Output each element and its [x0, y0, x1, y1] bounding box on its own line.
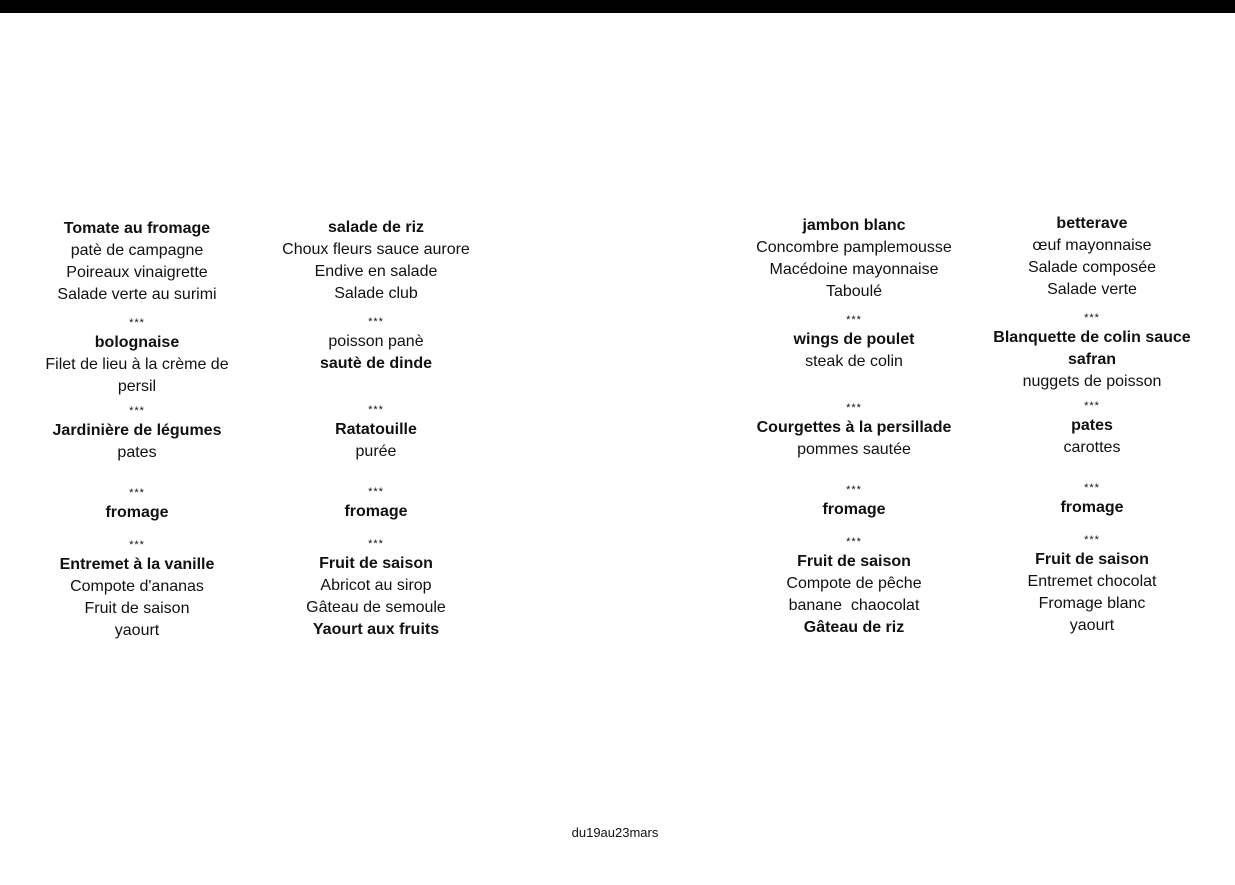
main-dish-item: poisson panè	[328, 333, 424, 350]
cheese-item: fromage	[1060, 499, 1124, 516]
course-separator: ***	[1084, 312, 1100, 324]
course-separator: ***	[846, 536, 862, 548]
course-separator: ***	[1084, 400, 1100, 412]
entree-item: salade de riz	[327, 219, 425, 236]
main-dish-item: sautè de dinde	[319, 355, 433, 372]
side-dish-item: Jardinière de légumes	[52, 422, 222, 439]
main-dish-item: Blanquette de colin sauce safran	[993, 329, 1191, 368]
entree-item: œuf mayonnaise	[1032, 237, 1152, 254]
dessert-item: Compote d'ananas	[70, 578, 204, 595]
side-dish-item: carottes	[1063, 439, 1121, 456]
entree-item: Taboulé	[825, 283, 883, 300]
main-dish-item: wings de poulet	[793, 331, 915, 348]
course-separator: ***	[846, 484, 862, 496]
dessert-item: Abricot au sirop	[320, 577, 432, 594]
course-separator: ***	[129, 317, 145, 329]
dessert-item: Fruit de saison	[797, 553, 911, 570]
menu-column-1	[17, 218, 257, 642]
cheese-item: fromage	[105, 504, 169, 521]
main-dish-item: Filet de lieu à la crème de persil	[45, 356, 229, 395]
course-separator: ***	[129, 405, 145, 417]
dessert-item: Entremet à la vanille	[59, 556, 215, 573]
course-separator: ***	[1084, 534, 1100, 546]
entree-item: Tomate au fromage	[63, 220, 211, 237]
cheese-item: fromage	[822, 501, 886, 518]
dessert-item: Fromage blanc	[1038, 595, 1146, 612]
entree-item: jambon blanc	[802, 217, 906, 234]
dessert-item: Compote de pêche	[786, 575, 922, 592]
course-separator: ***	[368, 486, 384, 498]
dessert-item: yaourt	[114, 622, 160, 639]
dessert-item: Gâteau de riz	[803, 619, 905, 636]
dessert-item: Fruit de saison	[319, 555, 433, 572]
dessert-item: Fruit de saison	[84, 600, 190, 617]
dessert-item: banane chaocolat	[788, 597, 920, 614]
cheese-item: fromage	[344, 503, 408, 520]
date-range-footer: du19au23mars	[571, 825, 659, 840]
entree-item: Concombre pamplemousse	[756, 239, 952, 256]
course-separator: ***	[368, 316, 384, 328]
course-separator: ***	[129, 539, 145, 551]
course-separator: ***	[846, 314, 862, 326]
entree-item: patè de campagne	[70, 242, 204, 259]
scan-top-border	[0, 0, 1235, 13]
side-dish-item: pates	[1071, 417, 1113, 434]
entree-item: Salade composée	[1027, 259, 1157, 276]
side-dish-item: pates	[117, 444, 157, 461]
course-separator: ***	[368, 538, 384, 550]
side-dish-item: Courgettes à la persillade	[756, 419, 952, 436]
entree-item: Endive en salade	[314, 263, 438, 280]
entree-item: Salade verte au surimi	[57, 286, 217, 303]
entree-item: betterave	[1056, 215, 1128, 232]
side-dish-item: purée	[355, 443, 397, 460]
course-separator: ***	[846, 402, 862, 414]
entree-item: Choux fleurs sauce aurore	[282, 241, 470, 258]
main-dish-item: nuggets de poisson	[1022, 373, 1162, 390]
entree-item: Poireaux vinaigrette	[66, 264, 208, 281]
side-dish-item: pommes sautée	[797, 441, 911, 458]
entree-item: Salade club	[334, 285, 418, 302]
menu-column-3	[734, 215, 974, 639]
dessert-item: Fruit de saison	[1035, 551, 1149, 568]
dessert-item: Entremet chocolat	[1027, 573, 1157, 590]
entree-item: Salade verte	[1047, 281, 1137, 298]
entree-item: Macédoine mayonnaise	[769, 261, 939, 278]
course-separator: ***	[368, 404, 384, 416]
menu-column-2	[256, 217, 496, 641]
dessert-item: Gâteau de semoule	[306, 599, 446, 616]
side-dish-item: Ratatouille	[335, 421, 417, 438]
main-dish-item: bolognaise	[94, 334, 180, 351]
dessert-item: Yaourt aux fruits	[312, 621, 440, 638]
main-dish-item: steak de colin	[805, 353, 903, 370]
course-separator: ***	[129, 487, 145, 499]
dessert-item: yaourt	[1069, 617, 1115, 634]
course-separator: ***	[1084, 482, 1100, 494]
menu-column-4	[972, 213, 1212, 637]
